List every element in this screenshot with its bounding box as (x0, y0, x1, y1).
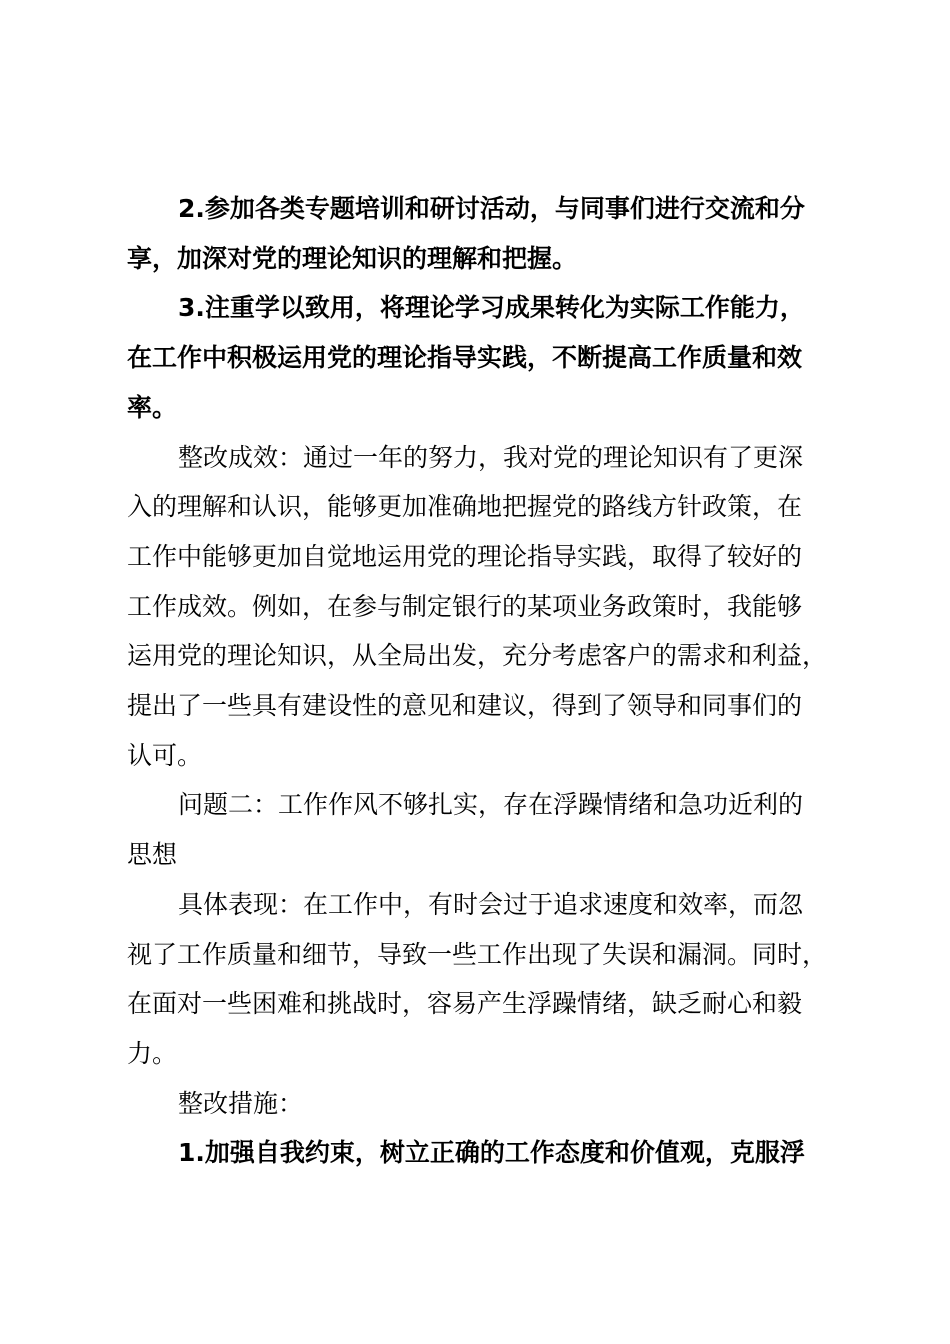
paragraph-measure-2 (127, 184, 835, 283)
text-line: 视了工作质量和细节，导致一些工作出现了失误和漏洞。同时， (127, 939, 828, 969)
text-line: 2.参加各类专题培训和研讨活动，与同事们进行交流和分 (178, 194, 805, 223)
text-line: 享，加深对党的理论知识的理解和把握。 (127, 243, 578, 273)
paragraph-results (127, 433, 835, 781)
text-line: 3.注重学以致用，将理论学习成果转化为实际工作能力， (178, 293, 805, 323)
text-line: 问题二：工作作风不够扎实，存在浮躁情绪和急功近利的 (178, 790, 804, 820)
text-line: 具体表现：在工作中，有时会过于追求速度和效率，而忽 (178, 889, 804, 919)
paragraph-measures-heading (127, 1079, 835, 1129)
text-line: 思想 (127, 840, 178, 870)
paragraph-measure-1 (127, 1128, 835, 1178)
text-line: 运用党的理论知识，从全局出发，充分考虑客户的需求和利益， (127, 641, 828, 671)
text-line: 整改成效：通过一年的努力，我对党的理论知识有了更深 (178, 442, 804, 472)
paragraph-measure-3 (127, 283, 835, 432)
text-line: 入的理解和认识，能够更加准确地把握党的路线方针政策，在 (127, 492, 803, 522)
text-line: 在面对一些困难和挑战时，容易产生浮躁情绪，缺乏耐心和毅 (127, 989, 803, 1019)
text-line: 整改措施： (178, 1088, 304, 1118)
paragraph-manifestation (127, 880, 835, 1079)
text-line: 1.加强自我约束，树立正确的工作态度和价值观，克服浮 (178, 1138, 805, 1168)
text-line: 提出了一些具有建设性的意见和建议，得到了领导和同事们的 (127, 691, 803, 721)
paragraph-problem-2 (127, 780, 835, 879)
text-line: 率。 (127, 392, 178, 422)
text-line: 力。 (127, 1038, 178, 1068)
text-line: 工作成效。例如，在参与制定银行的某项业务政策时，我能够 (127, 591, 803, 621)
text-line: 在工作中积极运用党的理论指导实践，不断提高工作质量和效 (127, 343, 803, 373)
text-line: 工作中能够更加自觉地运用党的理论指导实践，取得了较好的 (127, 541, 803, 571)
text-line: 认可。 (127, 740, 203, 770)
document-page (127, 184, 835, 1178)
